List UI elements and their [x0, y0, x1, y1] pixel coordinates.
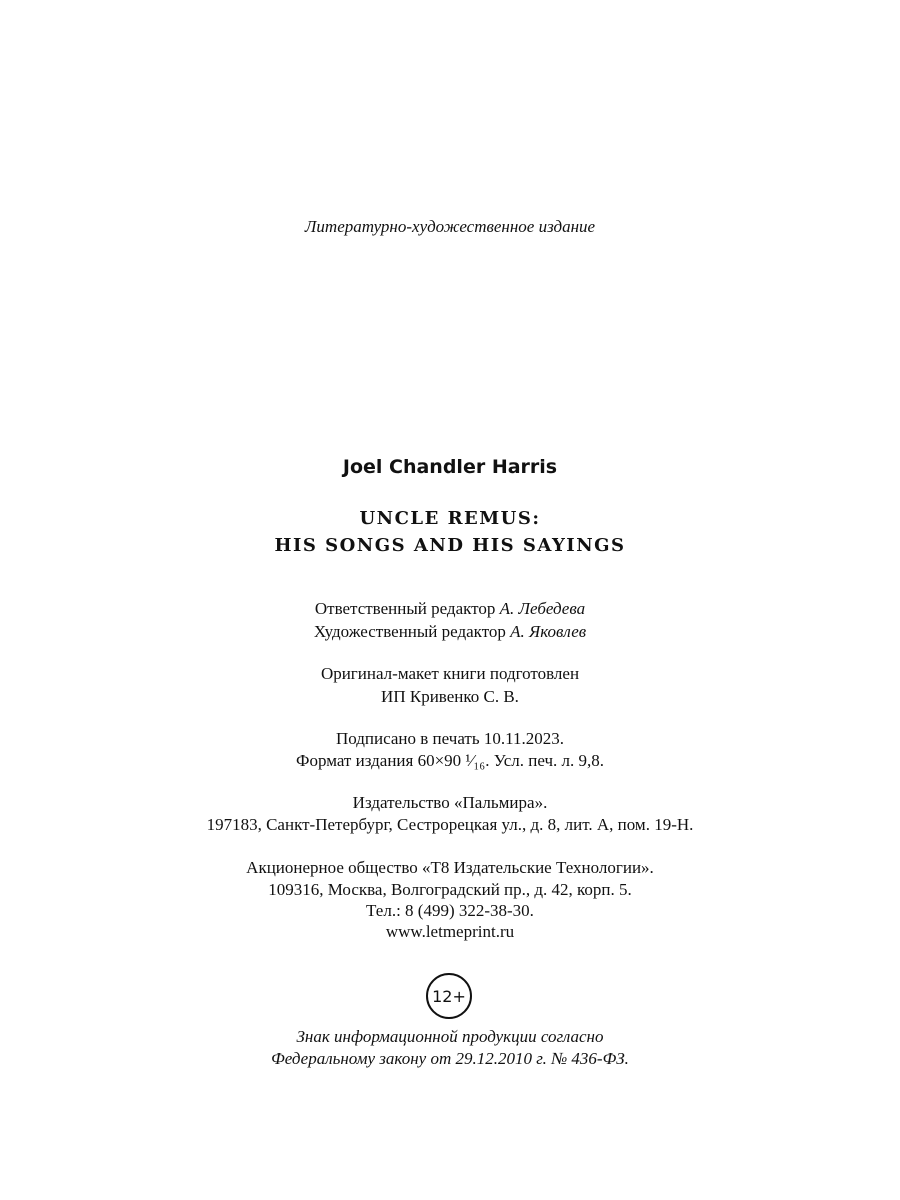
book-title-line-2: HIS SONGS AND HIS SAYINGS: [274, 535, 626, 556]
art-editor-label: Художественный редактор: [313, 622, 511, 641]
printer-name: Акционерное общество «Т8 Издательские Технологии».: [246, 858, 654, 877]
art-editor: [0, 620, 900, 644]
art-editor-name: А. Яковлев: [510, 622, 587, 641]
law-notice-line-2: Федеральному закону от 29.12.2010 г. № 436-ФЗ.: [271, 1049, 629, 1068]
edition-format: Формат издания 60×90 ¹⁄₁₆. Усл. печ. л. 9,8.: [296, 751, 604, 770]
responsible-editor-name: А. Лебедева: [499, 599, 586, 618]
printer-website: www.letmeprint.ru: [385, 922, 515, 941]
author-name: Joel Chandler Harris: [342, 456, 558, 478]
edition-type: Литературно-художественное издание: [304, 217, 596, 236]
publisher-address: 197183, Санкт-Петербург, Сестрорецкая ул., д. 8, лит. А, пом. 19-Н.: [206, 815, 694, 834]
printer-address: 109316, Москва, Волгоградский пр., д. 42, корп. 5.: [268, 880, 632, 899]
age-rating-badge: 12+: [426, 973, 472, 1019]
responsible-editor: [0, 597, 900, 621]
printer-phone: Тел.: 8 (499) 322-38-30.: [366, 901, 534, 920]
publisher-name: Издательство «Пальмира».: [352, 793, 548, 812]
responsible-editor-label: Ответственный редактор: [314, 599, 500, 618]
layout-credit-line-1: Оригинал-макет книги подготовлен: [320, 664, 580, 683]
layout-credit-line-2: ИП Кривенко С. В.: [381, 687, 519, 706]
signed-to-print: Подписано в печать 10.11.2023.: [336, 729, 564, 748]
law-notice-line-1: Знак информационной продукции согласно: [296, 1027, 604, 1046]
book-title-line-1: UNCLE REMUS:: [359, 508, 541, 529]
